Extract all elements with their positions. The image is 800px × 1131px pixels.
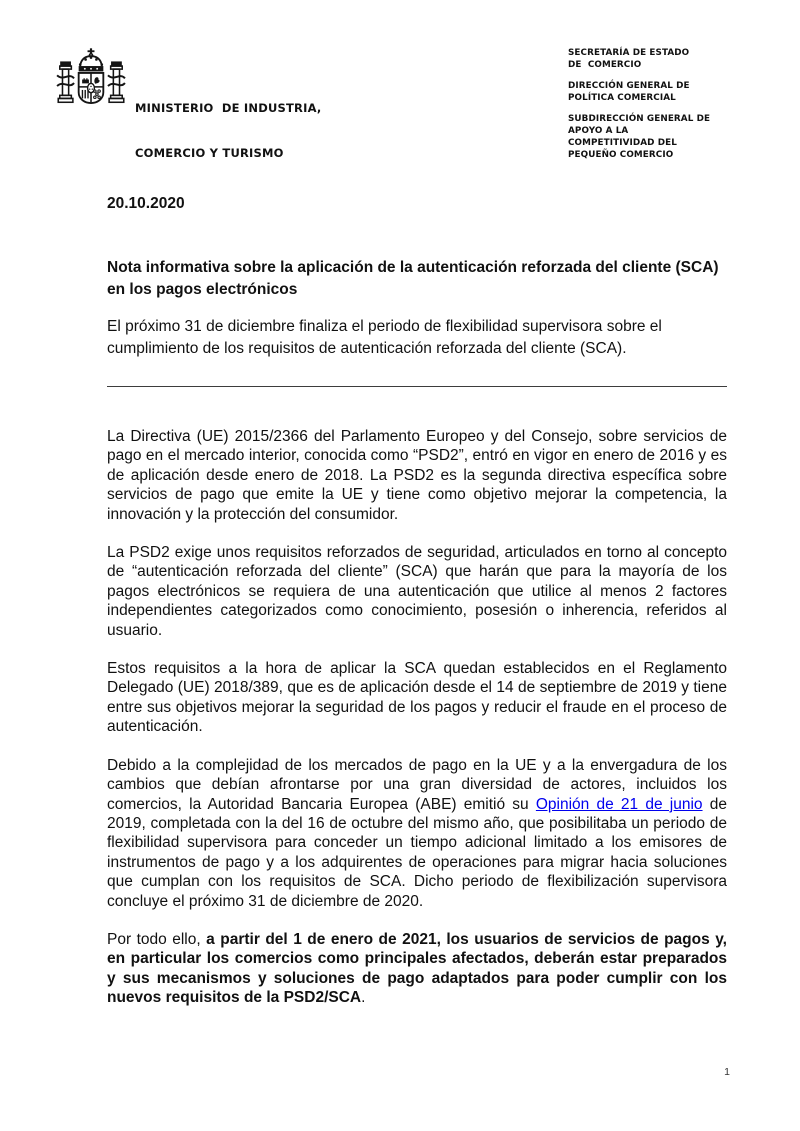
org-line: SECRETARÍA DE ESTADO (568, 48, 690, 58)
page-number: 1 (724, 1066, 730, 1078)
text-run: La Directiva (UE) 2015/2366 del Parlamento Europeo y del Consejo, sobre servicios de pago en el mercado interior, conocida como “PSD2”, entró en vigor en enero de 2016 y es de aplicación desde enero de 2018. La PSD2 es la segunda directiva específica sobre servicios de pago que emite la UE y tiene como objetivo mejorar la competencia, la innovación y la protección del consumidor. (107, 428, 727, 523)
org-units-block (568, 47, 710, 170)
document-title: Nota informativa sobre la aplicación de la autenticación reforzada del cliente (SCA) en los pagos electrónicos (107, 259, 719, 298)
text-run: Por todo ello, (107, 930, 207, 948)
org-unit-secretaria (568, 47, 710, 71)
text-run: . (361, 989, 366, 1007)
ministry-name (135, 71, 321, 191)
org-line: DIRECCIÓN GENERAL DE (568, 81, 690, 91)
org-line: DE COMERCIO (568, 60, 642, 70)
ministry-line: MINISTERIO DE INDUSTRIA, (135, 101, 322, 115)
paragraph (107, 756, 727, 911)
document-body (107, 194, 727, 1027)
text-run: Estos requisitos a la hora de aplicar la SCA quedan establecidos en el Reglamento Delegado (UE) 2018/389, que es de aplicación desde el 14 de septiembre de 2019 y tiene entre sus objetivos mejorar la seguridad de los pagos y reducir el fraude en el proceso de autenticación. (107, 660, 727, 736)
org-unit-direccion-general (568, 80, 710, 104)
org-line: APOYO A LA (568, 126, 629, 136)
org-line: POLÍTICA COMERCIAL (568, 93, 676, 103)
org-line: SUBDIRECCIÓN GENERAL DE (568, 114, 711, 124)
document-paragraphs (107, 427, 727, 1008)
opinion-21-junio-link[interactable]: Opinión de 21 de junio (535, 795, 703, 813)
document-date: 20.10.2020 (107, 195, 185, 212)
paragraph (107, 427, 727, 524)
ministry-line: COMERCIO Y TURISMO (135, 146, 284, 160)
text-run: Debido a la complejidad de los mercados de pago en la UE y a la envergadura de los cambios que debían afrontarse por una gran diversidad de actores, incluidos los comercios, la Autoridad Bancaria Europea (ABE) emitió su (107, 756, 727, 813)
paragraph (107, 543, 727, 640)
horizontal-separator (107, 386, 727, 387)
paragraph (107, 930, 727, 1008)
text-run: a partir del 1 de enero de 2021, los usuarios de servicios de pagos y, en particular los comercios como principales afectados, deberán estar preparados y sus mecanismos y soluciones de pago adaptados para poder cumplir con los nuevos requisitos de la PSD2/SCA (107, 930, 727, 1007)
text-run: La PSD2 exige unos requisitos reforzados de seguridad, articulados en torno al concepto de “autenticación reforzada del cliente” (SCA) que harán que para la mayoría de los pagos electrónicos se requiera de una autenticación que utilice al menos 2 factores independientes categorizados como conocimiento, posesión o inherencia, referidos al usuario. (107, 544, 727, 639)
org-line: PEQUEÑO COMERCIO (568, 150, 674, 160)
document-lead: El próximo 31 de diciembre finaliza el periodo de flexibilidad supervisora sobre el cumplimiento de los requisitos de autenticación reforzada del cliente (SCA). (107, 318, 662, 357)
org-line: COMPETITIVIDAD DEL (568, 138, 677, 148)
text-run: de 2019, completada con la del 16 de octubre del mismo año, que posibilitaba un periodo de flexibilidad supervisora para conceder un tiempo adicional limitado a los emisores de instrumentos de pago y a los adquirentes de operaciones para migrar hacia soluciones que cumplan con los requisitos de SCA. Dicho periodo de flexibilización supervisora concluye el próximo 31 de diciembre de 2020. (107, 795, 727, 910)
spain-coat-of-arms-icon (54, 46, 128, 120)
org-unit-subdireccion (568, 113, 710, 161)
paragraph (107, 659, 727, 737)
letterhead (0, 0, 800, 180)
